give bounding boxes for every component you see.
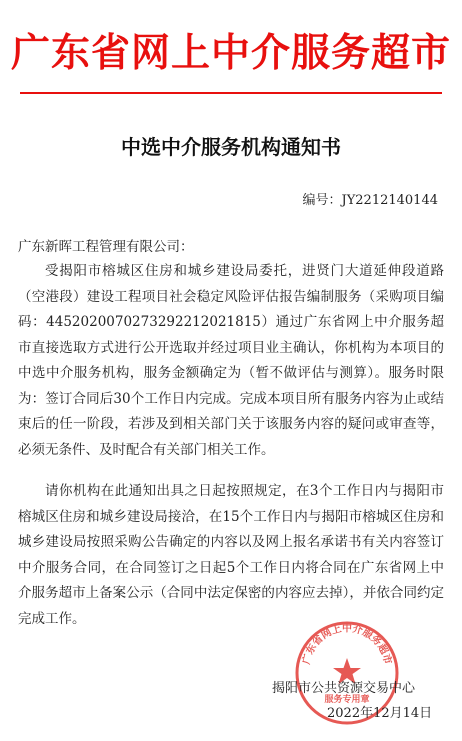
document-number: 编号：JY2212140144	[302, 193, 438, 208]
seal-top-text: 广东省网上中介服务超市	[301, 623, 393, 666]
site-banner-title: 广东省网上中介服务超市	[10, 31, 451, 76]
issue-date: 2022年12月14日	[327, 706, 433, 721]
banner-divider	[20, 92, 442, 94]
document-title: 中选中介服务机构通知书	[121, 135, 341, 159]
recipient-line: 广东新晖工程管理有限公司：	[18, 239, 194, 255]
seal-bottom-text: 服务专用章	[324, 695, 370, 705]
body-paragraph-1: 受揭阳市榕城区住房和城乡建设局委托，进贤门大道延伸段道路（空港段）建设工程项目社会稳定风险评估报告编制服务（采购项目编码：445202007027329221202181​5）通过广东省网上中介服务超市直接选取方式进行公开选取并经过项目业主确认，你机构为本项目的中选中介服务机构，服务金额确定为（暂不做评估与测算）。服务时限为：签订合同后30个工作日内完成。完成本项目所有服务内容为止或结束后的任一阶段，若涉及到相关部门关于该服务内容的疑问或审查等，必须无条件、及时配合有关部门相关工作。	[18, 263, 444, 458]
issuer-name: 揭阳市公共资源交易中心	[272, 681, 416, 696]
body-paragraph-2: 请你机构在此通知出具之日起按照规定，在3个工作日内与揭阳市榕城区住房和城乡建设局接洽，在15个工作日内与揭阳市榕城区住房和城乡建设局按照采购公告确定的内容以及网上报名承诺书有关内容签订中介服务合同，在合同签订之日起5个工作日内将合同在广东省网上中介服务超市上备案公示（合同中法定保密的内容应去掉），并依合同约定完成工作。	[18, 483, 444, 627]
